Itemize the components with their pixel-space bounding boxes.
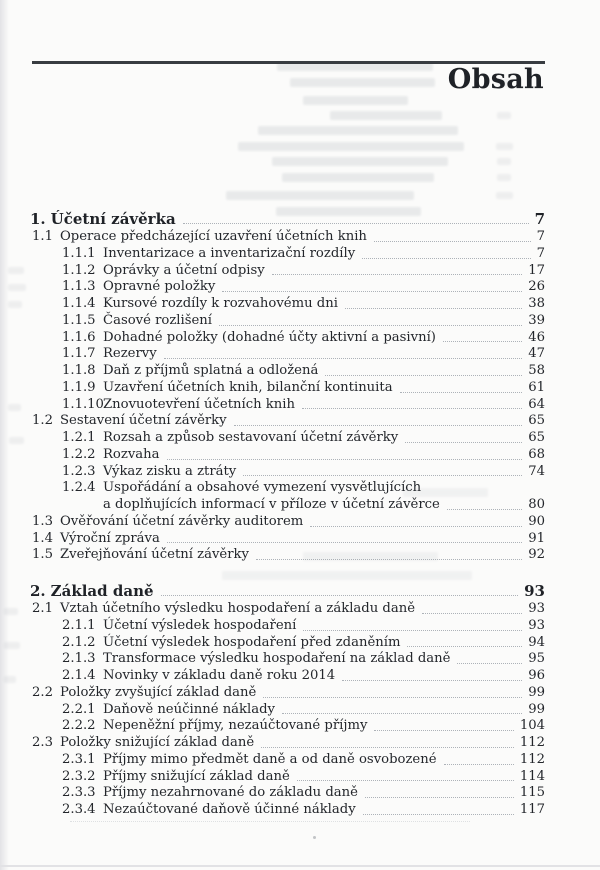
scan-edge-left (0, 0, 9, 870)
entry-title: Položky snižující základ daně (60, 735, 255, 750)
toc-entry (30, 279, 545, 296)
entry-number: 1.1.10 (62, 396, 104, 412)
toc-section (30, 210, 545, 564)
toc-entry (30, 430, 545, 447)
entry-number: 2.3 (32, 735, 53, 750)
entry-page-number: 64 (528, 396, 545, 412)
entry-title: Oprávky a účetní odpisy (103, 262, 265, 278)
dotted-leader (374, 241, 531, 242)
entry-title: Příjmy mimo předmět daně a od daně osvobozené (103, 751, 437, 767)
entry-title: Ověřování účetní závěrky auditorem (60, 513, 304, 529)
entry-page-number: 61 (528, 379, 545, 395)
toc-entry (30, 447, 545, 464)
dotted-leader (167, 459, 523, 460)
dotted-leader (167, 542, 522, 543)
entry-number: 1.2.4 (62, 480, 96, 496)
section-page-number: 7 (534, 210, 545, 228)
entry-page-number: 94 (528, 634, 545, 650)
entry-page-number: 38 (528, 296, 545, 311)
entry-title: Rozsah a způsob sestavovaní účetní závěrky (103, 430, 399, 445)
toc-entry (30, 735, 545, 752)
entry-page-number: 47 (528, 346, 545, 362)
entry-title: Daňově neúčinné náklady (103, 701, 276, 717)
entry-page-number: 26 (528, 279, 545, 295)
entry-page-number: 96 (528, 668, 545, 683)
entry-title: Položky zvyšující základ daně (60, 684, 257, 700)
entry-page-number: 17 (528, 262, 545, 278)
toc-entry (30, 718, 545, 735)
dotted-leader (161, 595, 519, 596)
entry-title: Inventarizace a inventarizační rozdíly (103, 245, 356, 261)
toc-entry (30, 464, 545, 481)
dotted-leader (325, 375, 522, 376)
toc-entry (30, 296, 545, 313)
entry-number: 2.1.4 (62, 668, 96, 683)
entry-number: 1.1.1 (62, 245, 96, 261)
entry-title: Zveřejňování účetní závěrky (60, 547, 249, 563)
entry-title: Příjmy nezahrnované do základu daně (103, 785, 358, 801)
bleedthrough-artifact (226, 191, 414, 200)
dotted-leader (447, 509, 522, 510)
entry-page-number: 99 (528, 701, 545, 717)
dotted-leader (345, 308, 522, 309)
bleedthrough-artifact (4, 608, 18, 615)
entry-title: Účetní výsledek hospodaření (103, 617, 297, 633)
entry-number: 2.3.3 (62, 785, 96, 801)
entry-page-number: 93 (528, 617, 545, 633)
toc-entry (30, 668, 545, 685)
bleedthrough-artifact (238, 142, 464, 151)
dotted-leader (443, 341, 522, 342)
toc-entry (30, 769, 545, 786)
dotted-leader (444, 764, 514, 765)
entry-page-number: 95 (528, 651, 545, 667)
entry-title: Účetní výsledek hospodaření před zdaněním (103, 634, 401, 650)
entry-page-number: 104 (519, 718, 545, 734)
entry-number: 1.1 (32, 229, 53, 244)
toc-entry (30, 229, 545, 246)
dotted-leader (400, 392, 523, 393)
entry-number: 2.3.2 (62, 768, 96, 784)
entry-number: 2.1 (32, 601, 53, 616)
toc-entry (30, 785, 545, 802)
entry-page-number: 112 (519, 751, 545, 767)
entry-title: Operace předcházející uzavření účetních knih (60, 229, 367, 244)
entry-page-number: 115 (519, 785, 545, 801)
toc-entry (30, 802, 545, 819)
entry-page-number: 39 (528, 312, 545, 328)
entry-title: Daň z příjmů splatná a odložená (103, 363, 319, 378)
bleedthrough-artifact (496, 192, 513, 199)
entry-page-number: 80 (528, 497, 545, 512)
entry-page-number: 91 (528, 530, 545, 546)
toc-entry (30, 313, 545, 330)
bleedthrough-artifact (8, 404, 21, 411)
bleedthrough-artifact (497, 174, 511, 181)
toc-entry (30, 685, 545, 702)
entry-number: 1.2.2 (62, 446, 96, 462)
entry-number: 1.1.8 (62, 363, 96, 378)
toc-entry (30, 752, 545, 769)
entry-title: Dohadné položky (dohadné účty aktivní a pasivní) (103, 329, 436, 345)
entry-title: Novinky v základu daně roku 2014 (103, 668, 336, 683)
toc-entry (30, 618, 545, 635)
entry-page-number: 68 (528, 446, 545, 462)
entry-title: Kursové rozdíly k rozvahovému dni (103, 296, 338, 311)
entry-page-number: 7 (536, 245, 545, 261)
entry-title: Příjmy snižující základ daně (103, 768, 290, 784)
toc-entry (30, 601, 545, 618)
entry-number: 1.1.5 (62, 312, 96, 328)
entry-number: 2.2 (32, 684, 53, 700)
dotted-leader (256, 559, 522, 560)
entry-number: 1.1.2 (62, 262, 96, 278)
toc-entry (30, 246, 545, 263)
entry-page-number: 92 (528, 547, 545, 563)
entry-title: Transformace výsledku hospodaření na základ daně (103, 651, 451, 667)
entry-page-number: 90 (528, 513, 545, 529)
entry-page-number: 114 (519, 768, 545, 784)
dotted-leader (362, 258, 530, 259)
dotted-leader (234, 425, 523, 426)
bleedthrough-leader-line (70, 821, 470, 822)
entry-number: 1.1.9 (62, 379, 96, 395)
entry-page-number: 93 (528, 601, 545, 616)
bleedthrough-artifact (272, 157, 448, 166)
toc-entry (30, 330, 545, 347)
dotted-leader (374, 730, 513, 731)
toc-entry (30, 397, 545, 414)
entry-title: Sestavení účetní závěrky (60, 413, 227, 429)
toc-entry (30, 380, 545, 397)
bleedthrough-artifact (496, 143, 513, 150)
entry-title: Výroční zpráva (60, 530, 160, 546)
dotted-leader (342, 680, 522, 681)
entry-title: Časové rozlišení (103, 312, 213, 328)
entry-title: Znovuotevření účetních knih (103, 396, 296, 412)
section-page-number: 93 (524, 582, 545, 600)
entry-title: Rezervy (103, 346, 157, 362)
entry-number: 1.3 (32, 513, 53, 529)
dotted-leader (261, 747, 514, 748)
bleedthrough-artifact (497, 112, 511, 119)
entry-number: 2.2.2 (62, 718, 96, 734)
dotted-leader (164, 358, 523, 359)
entry-page-number: 99 (528, 684, 545, 700)
bleedthrough-artifact (4, 642, 20, 649)
entry-number: 1.1.4 (62, 296, 96, 311)
entry-number: 1.1.6 (62, 329, 96, 345)
section-number: 1. (30, 210, 46, 228)
toc-entry (30, 635, 545, 652)
dotted-leader (282, 713, 522, 714)
entry-title: Uspořádání a obsahové vymezení vysvětlujících (103, 480, 422, 496)
toc-entry (30, 651, 545, 668)
toc-entry (30, 263, 545, 280)
entry-title: Výkaz zisku a ztráty (103, 463, 237, 479)
bleedthrough-artifact (282, 173, 434, 182)
dotted-leader (302, 408, 522, 409)
toc-entry (30, 547, 545, 564)
entry-number: 2.2.1 (62, 701, 96, 717)
entry-number: 2.1.2 (62, 634, 96, 650)
scan-speck (313, 836, 316, 839)
dotted-leader (363, 814, 514, 815)
dotted-leader (263, 697, 522, 698)
entry-number: 1.2.1 (62, 430, 96, 445)
entry-number: 2.1.1 (62, 617, 96, 633)
entry-page-number: 112 (519, 735, 545, 750)
dotted-leader (243, 475, 522, 476)
toc-entry (30, 702, 545, 719)
entry-title: Nepeněžní příjmy, nezaúčtované příjmy (103, 718, 368, 734)
entry-number: 1.2.3 (62, 463, 96, 479)
dotted-leader (310, 526, 522, 527)
section-title: Základ daně (50, 582, 154, 600)
toc-entry (30, 514, 545, 531)
dotted-leader (183, 223, 529, 224)
entry-number: 1.4 (32, 530, 53, 546)
dotted-leader (422, 613, 522, 614)
dotted-leader (219, 325, 522, 326)
bleedthrough-artifact (497, 158, 511, 165)
entry-number: 1.1.7 (62, 346, 96, 362)
toc-section-heading (30, 210, 545, 228)
entry-number: 2.3.4 (62, 802, 96, 817)
dotted-leader (457, 663, 522, 664)
toc-entry (30, 346, 545, 363)
bleedthrough-artifact (4, 676, 16, 683)
entry-title: Nezaúčtované daňově účinné náklady (103, 802, 356, 817)
dotted-leader (297, 780, 514, 781)
bleedthrough-artifact (8, 284, 26, 291)
entry-title: Uzavření účetních knih, bilanční kontinuita (103, 379, 393, 395)
toc-entry (30, 363, 545, 380)
dotted-leader (303, 630, 522, 631)
entry-page-number: 46 (528, 329, 545, 345)
entry-title: Vztah účetního výsledku hospodaření a základu daně (60, 601, 416, 616)
bleedthrough-artifact (9, 437, 24, 444)
entry-title: Opravné položky (103, 279, 216, 295)
section-title: Účetní závěrka (50, 210, 176, 228)
scan-edge-bottom (0, 865, 600, 867)
bleedthrough-artifact (330, 111, 442, 120)
entry-page-number: 65 (528, 430, 545, 445)
entry-title: Rozvaha (103, 446, 160, 462)
dotted-leader (272, 274, 523, 275)
entry-number: 2.3.1 (62, 751, 96, 767)
entry-page-number: 7 (536, 229, 545, 244)
entry-page-number: 74 (528, 463, 545, 479)
toc-section-heading (30, 582, 545, 600)
entry-page-number: 117 (519, 802, 545, 817)
toc-section (30, 582, 545, 819)
toc-entry (30, 497, 545, 514)
entry-page-number: 58 (528, 363, 545, 378)
entry-page-number: 65 (528, 413, 545, 429)
entry-number: 2.1.3 (62, 651, 96, 667)
dotted-leader (365, 797, 514, 798)
table-of-contents (30, 210, 545, 819)
entry-number: 1.1.3 (62, 279, 96, 295)
toc-entry (30, 531, 545, 548)
bleedthrough-artifact (303, 96, 408, 105)
entry-number: 1.5 (32, 547, 53, 563)
entry-number: 1.2 (32, 413, 53, 429)
dotted-leader (222, 291, 522, 292)
bleedthrough-artifact (8, 267, 24, 274)
section-number: 2. (30, 582, 46, 600)
page-title: Obsah (447, 64, 544, 95)
toc-entry (30, 413, 545, 430)
dotted-leader (407, 646, 522, 647)
bleedthrough-artifact (258, 126, 458, 135)
bleedthrough-artifact (8, 301, 22, 308)
dotted-leader (405, 442, 522, 443)
toc-entry (30, 480, 545, 497)
entry-title: a doplňujících informací v příloze v účetní závěrce (103, 497, 440, 512)
